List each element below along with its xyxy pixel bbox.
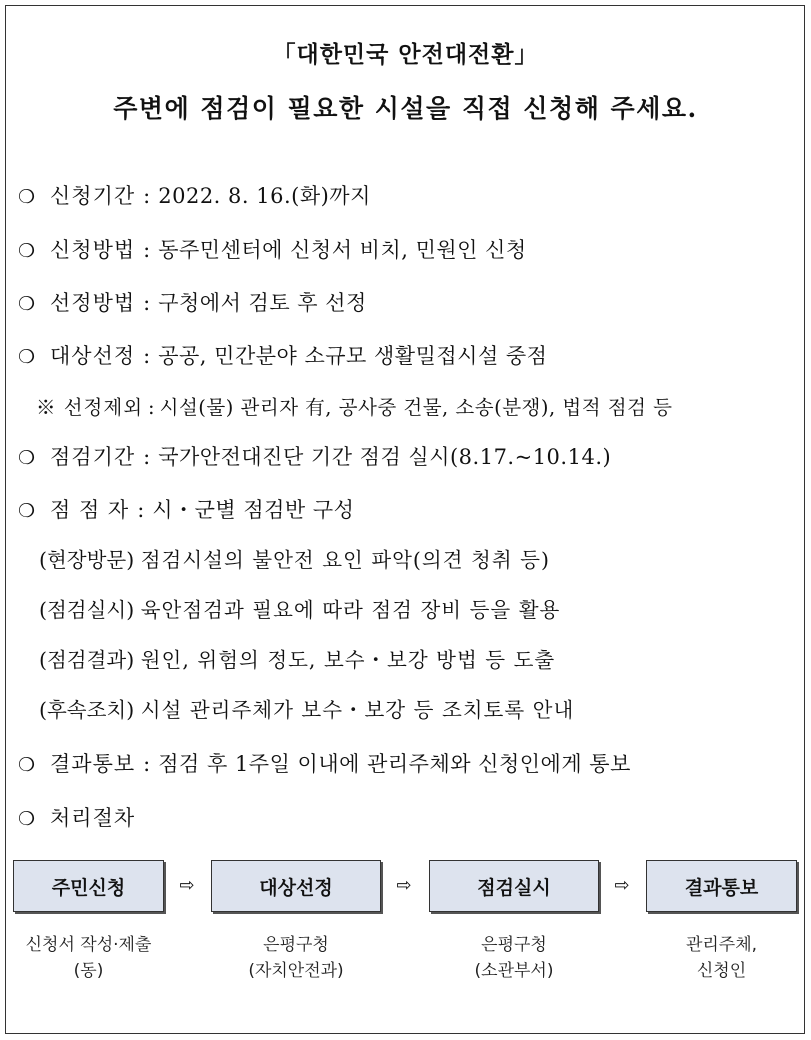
item-label: 처리절차: [50, 806, 136, 830]
circle-bullet-icon: ❍: [18, 293, 36, 315]
right-arrow-icon: ⇨: [179, 874, 195, 896]
circle-bullet-icon: ❍: [18, 754, 36, 776]
item-label: 점검기간: [50, 445, 136, 469]
caption-line: 관리주체,: [685, 935, 758, 955]
sub-item-result: [39, 646, 555, 674]
item-value: 점검 후 1주일 이내에 관리주체와 신청인에게 통보: [158, 752, 631, 776]
sub-item-tag: (현장방문): [39, 548, 135, 572]
flow-step-selection: 대상선정: [211, 860, 381, 912]
item-separator: :: [143, 752, 151, 776]
circle-bullet-icon: ❍: [18, 447, 36, 469]
title-campaign: 「대한민국 안전대전환」: [272, 41, 539, 68]
item-label: 결과통보: [50, 752, 136, 776]
item-inspection-period: [18, 443, 611, 471]
item-inspector: [18, 496, 354, 524]
right-arrow-icon: ⇨: [614, 874, 630, 896]
sub-item-text: 원인, 위험의 정도, 보수・보강 방법 등 도출: [140, 648, 556, 672]
item-value: 시・군별 점검반 구성: [152, 498, 355, 522]
item-label: 대상선정: [50, 344, 136, 368]
sub-item-text: 점검시설의 불안전 요인 파악(의견 청취 등): [140, 548, 550, 572]
flow-step-application: 주민신청: [13, 860, 164, 912]
flow-caption-selection: [211, 932, 381, 984]
item-exclusion-note: [36, 394, 672, 422]
caption-line: 은평구청: [481, 935, 547, 955]
item-separator: :: [143, 445, 151, 469]
sub-item-site-visit: [39, 546, 550, 574]
item-target: [18, 342, 547, 370]
caption-line: 은평구청: [263, 935, 329, 955]
item-label: 점 점 자: [50, 498, 130, 522]
circle-bullet-icon: ❍: [18, 240, 36, 262]
caption-line: (자치안전과): [248, 961, 344, 981]
item-separator: :: [143, 344, 151, 368]
item-label: 신청기간: [50, 184, 136, 208]
circle-bullet-icon: ❍: [18, 186, 36, 208]
sub-item-tag: (점검결과): [39, 648, 135, 672]
caption-line: 신청서 작성·제출: [25, 935, 152, 955]
item-value: 2022. 8. 16.(화)까지: [158, 184, 371, 208]
right-arrow-icon: ⇨: [396, 874, 412, 896]
item-period: [18, 182, 371, 210]
item-separator: :: [143, 238, 151, 262]
caption-line: (동): [73, 961, 104, 981]
sub-item-tag: (점검실시): [39, 598, 135, 622]
item-value: 동주민센터에 신청서 비치, 민원인 신청: [158, 238, 527, 262]
item-process: [18, 804, 135, 832]
item-separator: :: [137, 498, 145, 522]
item-selection: [18, 289, 367, 317]
sub-item-tag: (후속조치): [39, 698, 135, 722]
circle-bullet-icon: ❍: [18, 808, 36, 830]
flow-caption-inspection: [429, 932, 599, 984]
sub-item-text: 육안점검과 필요에 따라 점검 장비 등을 활용: [140, 598, 561, 622]
sub-item-text: 시설 관리주체가 보수・보강 등 조치토록 안내: [140, 698, 575, 722]
item-method: [18, 236, 527, 264]
item-label: ※ 선정제외: [36, 396, 144, 419]
flow-step-notice: 결과통보: [646, 860, 797, 912]
item-result-notice: [18, 750, 631, 778]
sub-item-inspection: [39, 596, 560, 624]
item-separator: :: [143, 291, 151, 315]
flow-step-inspection: 점검실시: [429, 860, 599, 912]
flow-caption-notice: [646, 932, 797, 984]
circle-bullet-icon: ❍: [18, 500, 36, 522]
caption-line: (소관부서): [474, 961, 554, 981]
item-value: 국가안전대진단 기간 점검 실시(8.17.~10.14.): [158, 445, 612, 469]
item-label: 선정방법: [50, 291, 136, 315]
caption-line: 신청인: [696, 961, 747, 981]
sub-item-followup: [39, 696, 574, 724]
circle-bullet-icon: ❍: [18, 346, 36, 368]
item-value: 구청에서 검토 후 선정: [158, 291, 367, 315]
title-headline: 주변에 점검이 필요한 시설을 직접 신청해 주세요.: [113, 94, 698, 123]
item-value: 공공, 민간분야 소규모 생활밀접시설 중점: [158, 344, 548, 368]
item-value: 시설(물) 관리자 有, 공사중 건물, 소송(분쟁), 법적 점검 등: [159, 396, 673, 419]
item-separator: :: [148, 396, 155, 419]
item-separator: :: [143, 184, 151, 208]
item-label: 신청방법: [50, 238, 136, 262]
flow-caption-application: [13, 932, 164, 984]
